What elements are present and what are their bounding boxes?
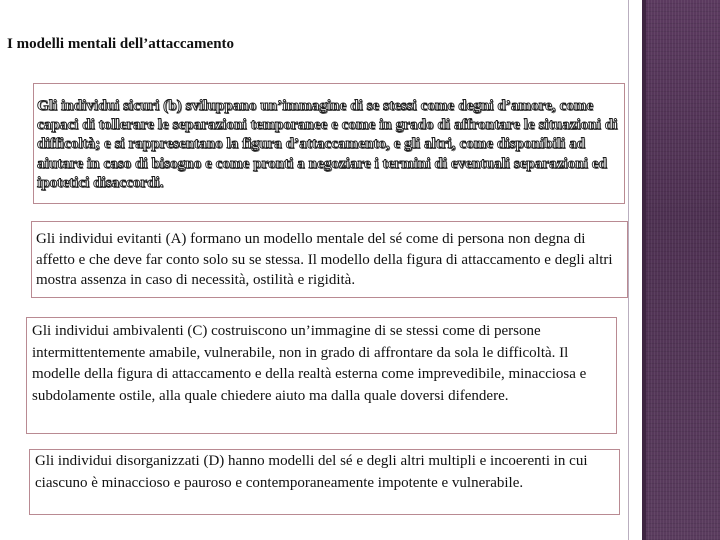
- avoidant-attachment-text: Gli individui evitanti (A) formano un modello mentale del sé come di persona non degna di affetto e che deve far conto solo su se stessa. Il modello della figura di attaccamento e degli altri mostra assenza in caso di necessità, ostilità e rigidità.: [36, 231, 613, 288]
- page-title: I modelli mentali dell’attaccamento: [7, 36, 235, 52]
- text-box-ambivalent: [26, 317, 617, 434]
- text-box-disorganized: [29, 449, 620, 515]
- secure-attachment-text: Gli individui sicuri (b) sviluppano un’immagine di se stessi come degni d’amore, come capaci di tollerare le separazioni temporanee e come in grado di affrontare le situazioni di difficoltà; e si rappresentano la figura d’attaccamento, e gli altri, come disponibili ad aiutare in caso di bisogno e come pronti a negoziare i termini di eventuali separazioni ed ipotetici disaccordi.: [37, 97, 618, 191]
- side-band-edge: [642, 0, 646, 540]
- slide-divider-line: [628, 0, 629, 540]
- text-box-avoidant: [31, 221, 628, 298]
- decorative-side-band: [642, 0, 720, 540]
- ambivalent-attachment-text: Gli individui ambivalenti (C) costruiscono un’immagine di se stessi come di persone intermittentemente amabile, vulnerabile, non in grado di affrontare da sola le difficoltà. Il modelle della figura di attaccamento e della realtà esterna come imprevedibile, minacciosa e subdolamente ostile, alla quale chiedere aiuto ma dalla quale doversi difendere.: [32, 323, 587, 404]
- text-box-secure: [33, 83, 625, 204]
- disorganized-attachment-text: Gli individui disorganizzati (D) hanno modelli del sé e degli altri multipli e incoerenti in cui ciascuno è minaccioso e pauroso e contemporaneamente impotente e vulnerabile.: [35, 453, 588, 491]
